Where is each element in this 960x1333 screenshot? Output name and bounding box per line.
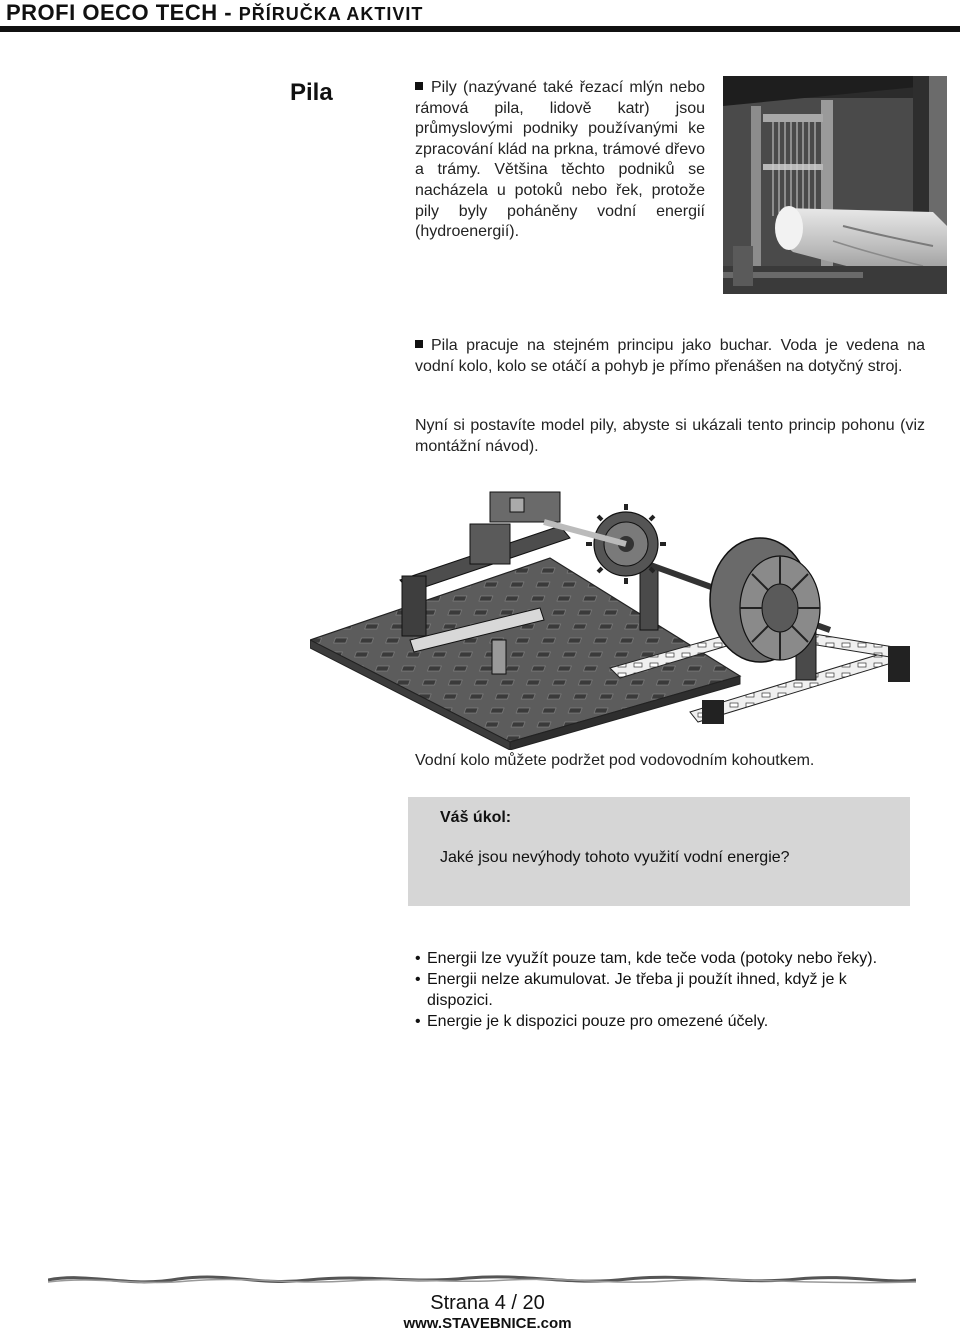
answer-item: • Energie je k dispozici pouze pro omezené účely. [415, 1011, 935, 1032]
header-title-sub: PŘÍRUČKA AKTIVIT [238, 4, 424, 24]
task-box [408, 797, 910, 906]
section-title: Pila [290, 79, 333, 106]
saw-model-illustration [310, 480, 920, 750]
answer-item: • Energii nelze akumulovat. Je třeba ji použít ihned, když je k dispozici. [415, 969, 882, 1011]
intro-paragraph [415, 78, 705, 243]
page-header [0, 0, 960, 27]
task-question: Jaké jsou nevýhody tohoto využití vodní energie? [440, 849, 790, 866]
answer-item: • Energii lze využít pouze tam, kde teče voda (potoky nebo řeky). [415, 948, 935, 969]
square-bullet-icon [415, 340, 423, 348]
header-title-main: PROFI OECO TECH - [6, 0, 233, 25]
task-title: Váš úkol: [440, 809, 512, 826]
header-title [6, 0, 423, 26]
footer-wave-divider [48, 1270, 916, 1290]
principle-paragraph [415, 336, 925, 377]
build-paragraph: Nyní si postavíte model pily, abyste si ukázali tento princip pohonu (viz montážní návod). [415, 417, 925, 455]
intro-text: Pily (nazývané také řezací mlýn nebo rámová pila, lidově katr) jsou průmyslovými podniky používanými ke zpracování klád na prkna, trámové dřevo a trámy. Většina těchto podniků se nacházela u potoků nebo řek, protože pily byly poháněny vodní energií (hydroenergií). [415, 79, 705, 241]
answer-list [415, 948, 935, 1032]
principle-text: Pila pracuje na stejném principu jako buchar. Voda je vedena na vodní kolo, kolo se otáčí a pohyb je přímo přenášen na dotyčný stroj. [415, 337, 925, 375]
page-number: Strana 4 / 20 [430, 1292, 545, 1314]
caption-text: Vodní kolo můžete podržet pod vodovodním kohoutkem. [415, 752, 815, 769]
sawmill-photo [723, 76, 947, 294]
header-rule [0, 26, 960, 32]
website-link[interactable]: www.STAVEBNICE.com [403, 1315, 572, 1332]
square-bullet-icon [415, 82, 423, 90]
